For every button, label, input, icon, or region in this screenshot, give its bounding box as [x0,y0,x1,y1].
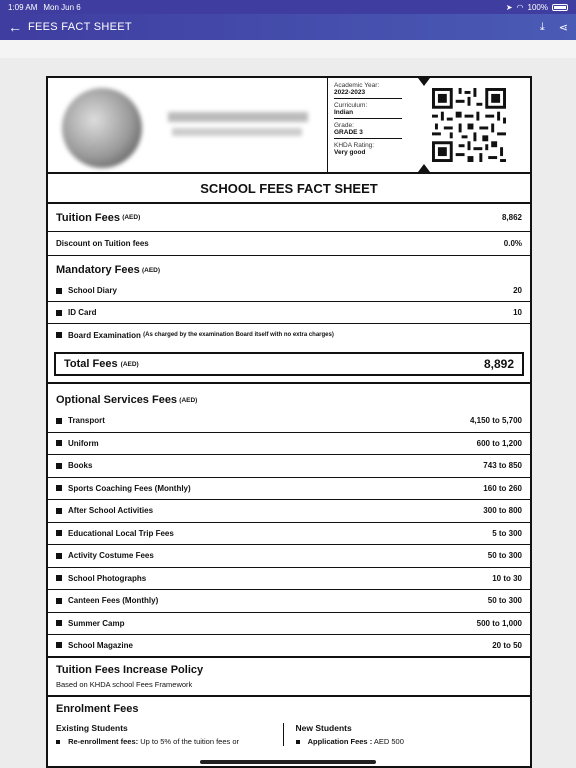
bullet-icon [56,553,62,559]
status-bar [0,0,576,14]
share-icon[interactable]: ⋖ [558,21,568,34]
item-label: Re-enrollment fees: [68,736,139,746]
item-amount: 4,150 to 5,700 [469,416,522,426]
marker-bottom [418,164,430,172]
bullet-icon [56,418,62,424]
item-amount: 10 to 30 [492,573,522,583]
sheet-title: SCHOOL FEES FACT SHEET [48,174,530,204]
academic-year-label: Academic Year: [334,82,380,89]
optional-label: Optional Services Fees [56,394,178,406]
item-amount: 743 to 850 [483,461,522,471]
item-label: Uniform [68,438,99,448]
discount-amount: 0.0% [503,239,522,248]
item-value: AED 500 [373,736,404,746]
academic-year-value: 2022-2023 [334,89,402,99]
mandatory-unit: (AED) [141,266,161,274]
total-unit: (AED) [120,360,139,368]
bullet-icon [56,288,62,294]
list-item [48,500,530,523]
page-title: FEES FACT SHEET [28,21,132,33]
sheet-header [48,78,530,174]
optional-header [48,384,530,410]
item-amount: 20 to 50 [492,640,522,650]
list-item [48,568,530,591]
list-item [48,302,530,324]
item-amount: 50 to 300 [487,551,522,561]
item-amount: 5 to 300 [492,528,522,538]
tuition-label: Tuition Fees [56,211,120,224]
bullet-icon [56,508,62,514]
list-item [48,613,530,636]
school-name-blurred [168,112,308,122]
item-label: School Photographs [68,573,147,583]
total-section [48,346,530,384]
curriculum-value: Indian [334,109,402,119]
home-indicator[interactable] [200,760,376,764]
item-label: Books [68,461,93,471]
battery-percent: 100% [527,2,548,12]
list-item [56,737,283,746]
item-label: Application Fees : [307,736,373,746]
item-label: School Diary [68,286,117,295]
list-item [48,590,530,613]
download-icon[interactable]: ⤓ [539,20,545,33]
bullet-icon [56,598,62,604]
mandatory-header [48,256,530,280]
item-label: After School Activities [68,506,154,516]
item-label: Canteen Fees (Monthly) [68,596,159,606]
existing-students-title: Existing Students [56,722,128,733]
status-date: Mon Jun 6 [43,2,81,12]
discount-row [48,232,530,256]
bullet-icon [56,310,62,316]
enrolment-title: Enrolment Fees [56,702,139,715]
curriculum-label: Curriculum: [334,102,368,109]
list-item [48,523,530,546]
existing-students-column [56,723,283,746]
bullet-icon [56,620,62,626]
tuition-amount: 8,862 [501,213,522,222]
policy-title: Tuition Fees Increase Policy [56,663,204,676]
enrolment-section [48,697,530,752]
item-amount: 500 to 1,000 [476,618,522,628]
bullet-icon [296,740,300,744]
bullet-icon [56,463,62,469]
item-amount: 160 to 260 [483,483,522,493]
total-amount: 8,892 [483,357,514,371]
item-label: Board Examination [68,330,141,340]
item-label: Activity Costume Fees [68,551,154,561]
marker-top [418,78,430,86]
wifi-icon: ◠ [516,2,524,12]
list-item [48,410,530,433]
bullet-icon [56,440,62,446]
total-label: Total Fees [64,358,118,370]
item-amount: 10 [513,308,522,317]
tuition-row [48,204,530,232]
item-amount: 300 to 800 [483,506,522,516]
bullet-icon [56,575,62,581]
item-amount: 50 to 300 [487,596,522,606]
policy-section [48,658,530,697]
tuition-unit: (AED) [122,214,141,221]
item-label: ID Card [68,308,97,317]
school-name-blurred-secondary [172,128,302,136]
rating-label: KHDA Rating: [334,142,375,149]
list-item [296,737,523,746]
bullet-icon [56,642,62,648]
item-label: Transport [68,416,105,426]
qr-area [408,78,530,172]
location-icon: ➤ [505,2,513,12]
item-label: Sports Coaching Fees (Monthly) [68,483,191,493]
item-note: (As charged by the examination Board itself with no extra charges) [143,332,334,338]
bullet-icon [56,485,62,491]
policy-subtitle: Based on KHDA school Fees Framework [56,679,193,689]
item-value: Up to 5% of the tuition fees or [140,736,240,746]
total-box [54,352,524,376]
list-item [48,280,530,302]
optional-unit: (AED) [179,396,198,404]
school-info [328,78,408,172]
school-logo [62,88,142,168]
list-item [48,455,530,478]
list-item [48,433,530,456]
new-students-column [283,723,523,746]
list-item [48,635,530,658]
toolbar-spacer [0,40,576,58]
item-label: Summer Camp [68,618,125,628]
discount-label: Discount on Tuition fees [56,239,149,248]
grade-value: GRADE 3 [334,129,402,139]
item-amount: 600 to 1,200 [476,438,522,448]
rating-value: Very good [334,149,366,156]
fees-fact-sheet [46,76,532,768]
mandatory-label: Mandatory Fees [56,264,140,276]
arrow-left-icon[interactable]: ← [8,19,22,35]
item-amount: 20 [513,286,522,295]
school-logo-area [48,78,328,172]
bullet-icon [56,530,62,536]
qr-code-icon[interactable] [432,88,506,162]
item-label: School Magazine [68,640,133,650]
list-item [48,478,530,501]
battery-icon [552,4,568,11]
new-students-title: New Students [295,722,352,733]
bullet-icon [56,740,60,744]
bullet-icon [56,332,62,338]
grade-label: Grade: [334,122,354,129]
app-bar [0,14,576,40]
list-item [48,324,530,346]
item-label: Educational Local Trip Fees [68,528,174,538]
list-item [48,545,530,568]
status-time: 1:09 AM [8,2,38,12]
